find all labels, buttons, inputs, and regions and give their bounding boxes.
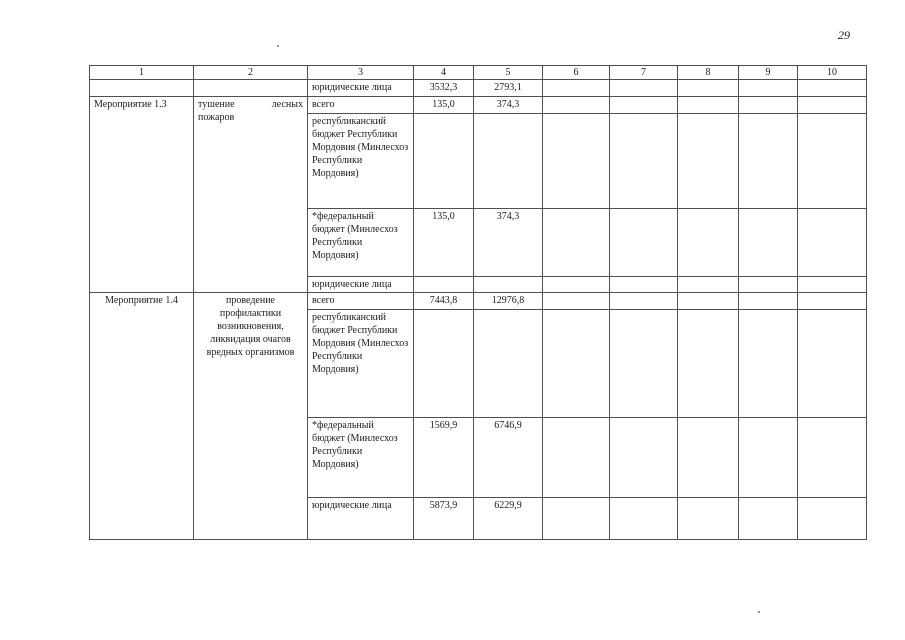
empty-cell [798, 80, 867, 97]
table-header-row [90, 66, 867, 80]
funding-source-cell: всего [308, 97, 414, 114]
empty-cell [739, 277, 798, 293]
empty-cell [739, 80, 798, 97]
empty-cell [543, 498, 610, 540]
empty-cell [678, 418, 739, 498]
empty-cell [610, 114, 678, 209]
column-number: 9 [739, 66, 798, 80]
empty-cell [678, 209, 739, 277]
empty-cell [610, 97, 678, 114]
empty-cell [739, 209, 798, 277]
empty-cell [798, 277, 867, 293]
value-cell: 6746,9 [474, 418, 543, 498]
empty-cell [678, 498, 739, 540]
empty-cell [543, 310, 610, 418]
empty-cell [798, 209, 867, 277]
column-number: 7 [610, 66, 678, 80]
page-number: 29 [838, 28, 850, 42]
empty-cell [543, 114, 610, 209]
value-cell: 135,0 [414, 97, 474, 114]
column-number: 10 [798, 66, 867, 80]
column-number: 2 [194, 66, 308, 80]
value-cell: 12976,8 [474, 293, 543, 310]
empty-cell [739, 293, 798, 310]
measure-description-cell: тушение лесных пожаров [194, 97, 308, 293]
funding-source-cell: *федеральный бюджет (Минлесхоз Республики Мордовия) [308, 209, 414, 277]
column-number: 4 [414, 66, 474, 80]
empty-cell [610, 498, 678, 540]
value-cell: 7443,8 [414, 293, 474, 310]
empty-cell [678, 293, 739, 310]
value-cell [474, 310, 543, 418]
empty-cell [543, 97, 610, 114]
funding-source-cell: республиканский бюджет Республики Мордовия (Минлесхоз Республики Мордовия) [308, 310, 414, 418]
scan-speck [277, 45, 279, 47]
measure-name-cell: Мероприятие 1.4 [90, 293, 194, 540]
empty-cell [678, 310, 739, 418]
empty-cell [739, 310, 798, 418]
empty-cell [610, 209, 678, 277]
value-cell: 2793,1 [474, 80, 543, 97]
empty-cell [543, 418, 610, 498]
empty-cell [610, 80, 678, 97]
empty-cell [798, 310, 867, 418]
value-cell: 3532,3 [414, 80, 474, 97]
empty-cell [678, 97, 739, 114]
empty-cell [798, 293, 867, 310]
empty-cell [543, 80, 610, 97]
empty-cell [194, 80, 308, 97]
funding-source-cell: юридические лица [308, 498, 414, 540]
table-row [90, 293, 867, 310]
value-cell: 374,3 [474, 97, 543, 114]
table-row [90, 97, 867, 114]
value-cell: 374,3 [474, 209, 543, 277]
value-cell [414, 114, 474, 209]
value-cell: 1569,9 [414, 418, 474, 498]
empty-cell [739, 97, 798, 114]
empty-cell [739, 498, 798, 540]
value-cell [414, 277, 474, 293]
empty-cell [798, 418, 867, 498]
empty-cell [543, 209, 610, 277]
column-number: 5 [474, 66, 543, 80]
empty-cell [543, 277, 610, 293]
column-number: 1 [90, 66, 194, 80]
empty-cell [739, 418, 798, 498]
empty-cell [798, 114, 867, 209]
value-cell: 6229,9 [474, 498, 543, 540]
empty-cell [798, 498, 867, 540]
scan-speck [758, 611, 760, 613]
column-number: 3 [308, 66, 414, 80]
value-cell [414, 310, 474, 418]
empty-cell [610, 293, 678, 310]
column-number: 6 [543, 66, 610, 80]
funding-source-cell: республиканский бюджет Республики Мордовия (Минлесхоз Республики Мордовия) [308, 114, 414, 209]
empty-cell [610, 418, 678, 498]
measure-name-cell: Мероприятие 1.3 [90, 97, 194, 293]
value-cell [474, 277, 543, 293]
empty-cell [739, 114, 798, 209]
measure-description-cell: проведение профилактики возникновения, ликвидация очагов вредных организмов [194, 293, 308, 540]
empty-cell [678, 277, 739, 293]
funding-source-cell: юридические лица [308, 277, 414, 293]
column-number: 8 [678, 66, 739, 80]
empty-cell [610, 310, 678, 418]
empty-cell [678, 80, 739, 97]
empty-cell [678, 114, 739, 209]
value-cell: 135,0 [414, 209, 474, 277]
funding-source-cell: всего [308, 293, 414, 310]
empty-cell [90, 80, 194, 97]
value-cell [474, 114, 543, 209]
program-funding-table [89, 65, 867, 540]
funding-source-cell: *федеральный бюджет (Минлесхоз Республики Мордовия) [308, 418, 414, 498]
empty-cell [543, 293, 610, 310]
funding-source-cell: юридические лица [308, 80, 414, 97]
value-cell: 5873,9 [414, 498, 474, 540]
empty-cell [798, 97, 867, 114]
table-row [90, 80, 867, 97]
empty-cell [610, 277, 678, 293]
